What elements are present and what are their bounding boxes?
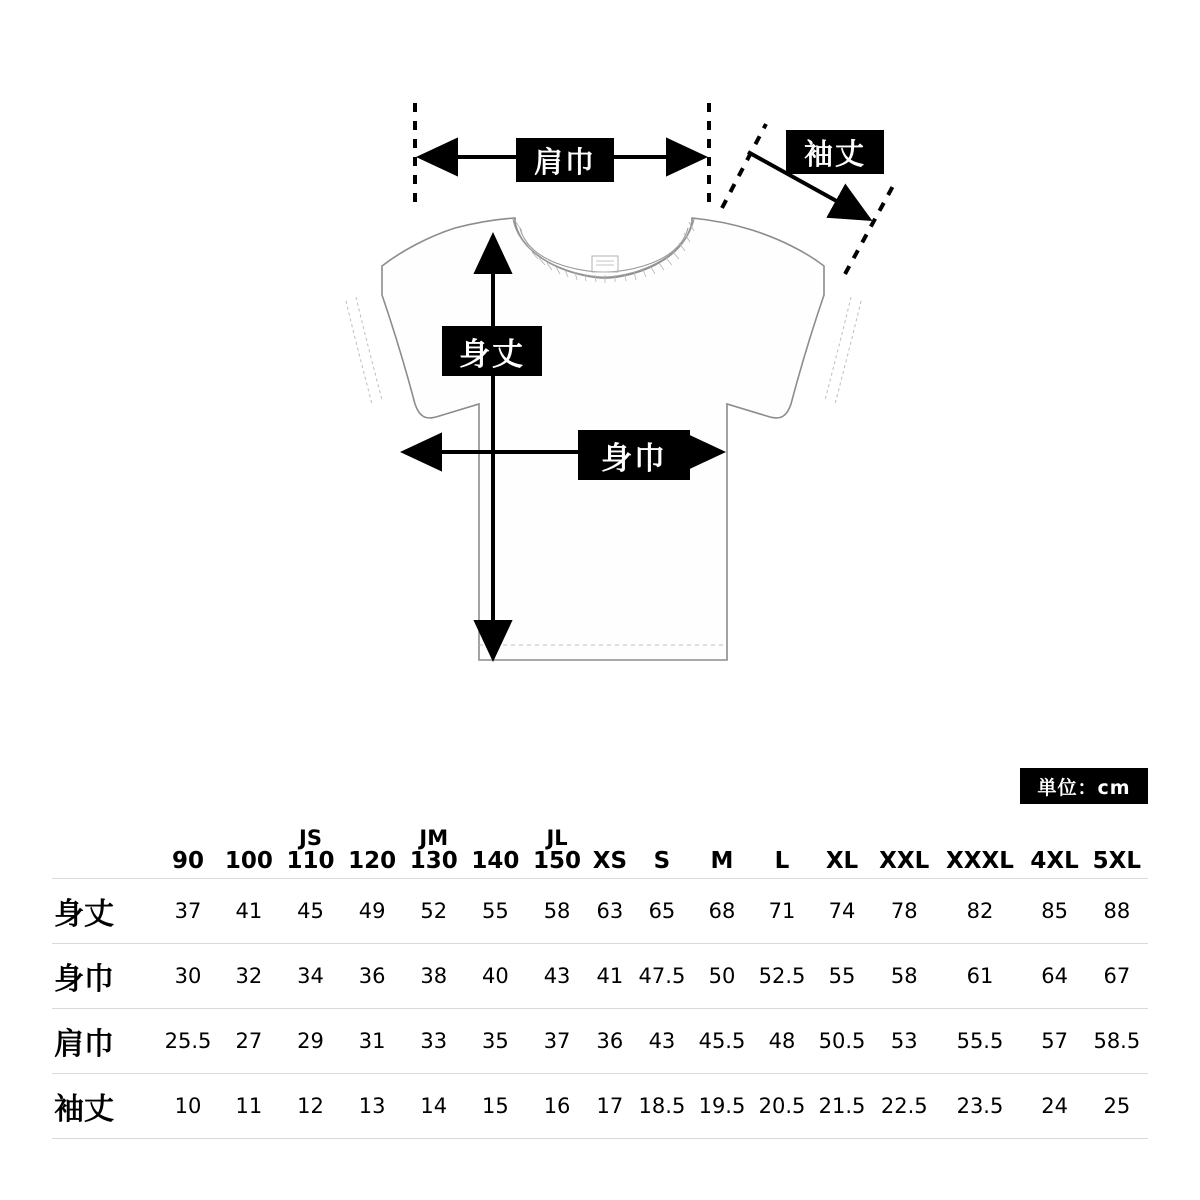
column-header-90: 90 — [172, 848, 205, 875]
cell-肩巾-5XL: 58.5 — [1093, 1029, 1141, 1053]
row-header-肩巾: 肩巾 — [54, 1027, 114, 1062]
cell-身巾-130: 38 — [420, 964, 448, 988]
unit-badge: 単位：cm — [1020, 768, 1148, 804]
cell-身巾-140: 40 — [482, 964, 509, 988]
table-row — [52, 1074, 1148, 1139]
cell-肩巾-XS: 36 — [596, 1029, 624, 1053]
cell-身巾-M: 50 — [708, 964, 736, 988]
cell-袖丈-90: 10 — [174, 1094, 202, 1118]
cell-肩巾-100: 27 — [235, 1029, 263, 1053]
cell-袖丈-140: 15 — [482, 1094, 509, 1118]
row-header-身丈: 身丈 — [54, 897, 114, 932]
cell-身丈-S: 65 — [648, 899, 676, 923]
cell-袖丈-120: 13 — [358, 1094, 386, 1118]
cell-袖丈-130: 14 — [420, 1094, 448, 1118]
column-header-S: S — [653, 848, 671, 875]
cell-身巾-5XL: 67 — [1103, 964, 1131, 988]
column-header-120: 120 — [348, 848, 397, 875]
cell-肩巾-110: 29 — [297, 1029, 324, 1053]
cell-身丈-XL: 74 — [828, 899, 856, 923]
column-group-label: JL — [546, 825, 568, 850]
column-header-M: M — [710, 848, 734, 875]
cell-身巾-90: 30 — [174, 964, 202, 988]
cell-袖丈-XXL: 22.5 — [880, 1094, 928, 1118]
cell-袖丈-M: 19.5 — [698, 1094, 746, 1118]
table-row — [52, 1009, 1148, 1074]
cell-身丈-100: 41 — [235, 899, 263, 923]
size-chart-body — [52, 879, 1148, 1139]
size-chart-header — [52, 812, 1148, 879]
row-header-袖丈: 袖丈 — [54, 1092, 114, 1127]
header-corner — [52, 812, 158, 879]
column-header-XXXL: XXXL — [946, 848, 1014, 875]
cell-袖丈-S: 18.5 — [638, 1094, 686, 1118]
cell-袖丈-XL: 21.5 — [818, 1094, 866, 1118]
cell-肩巾-M: 45.5 — [698, 1029, 746, 1053]
column-header-4XL: 4XL — [1030, 848, 1079, 875]
cell-身丈-XS: 63 — [596, 899, 624, 923]
cell-肩巾-120: 31 — [358, 1029, 386, 1053]
cell-身巾-XXL: 58 — [890, 964, 918, 988]
cell-肩巾-XXL: 53 — [890, 1029, 918, 1053]
column-group-label: JM — [419, 825, 449, 850]
column-header-XS: XS — [592, 848, 628, 875]
cell-肩巾-4XL: 57 — [1041, 1029, 1068, 1053]
size-chart-table — [52, 812, 1148, 1139]
label-sleeve-length: 袖丈 — [786, 130, 884, 174]
column-header-130: JM 130 — [403, 812, 465, 879]
cell-袖丈-XXXL: 23.5 — [956, 1094, 1004, 1118]
cell-袖丈-5XL: 25 — [1103, 1094, 1131, 1118]
label-shoulder-width: 肩巾 — [516, 138, 614, 182]
header-row — [52, 812, 1148, 879]
cell-身巾-100: 32 — [235, 964, 263, 988]
cell-身巾-120: 36 — [358, 964, 386, 988]
label-body-width: 身巾 — [578, 430, 690, 480]
cell-身丈-110: 45 — [297, 899, 324, 923]
cell-身巾-110: 34 — [297, 964, 324, 988]
cell-肩巾-XXXL: 55.5 — [956, 1029, 1004, 1053]
cell-身丈-120: 49 — [358, 899, 386, 923]
cell-肩巾-XL: 50.5 — [818, 1029, 866, 1053]
column-header-140: 140 — [471, 848, 520, 875]
cell-身丈-150: 58 — [543, 899, 571, 923]
cell-袖丈-XS: 17 — [596, 1094, 624, 1118]
cell-身丈-XXXL: 82 — [966, 899, 994, 923]
column-header-L: L — [774, 848, 790, 875]
column-group-label: JS — [299, 825, 322, 850]
cell-袖丈-100: 11 — [235, 1094, 263, 1118]
cell-肩巾-130: 33 — [420, 1029, 448, 1053]
cell-肩巾-L: 48 — [768, 1029, 796, 1053]
cell-身巾-S: 47.5 — [638, 964, 686, 988]
cell-袖丈-110: 12 — [297, 1094, 324, 1118]
cell-袖丈-4XL: 24 — [1041, 1094, 1068, 1118]
column-header-XL: XL — [825, 848, 859, 875]
cell-身丈-5XL: 88 — [1103, 899, 1131, 923]
cell-袖丈-L: 20.5 — [758, 1094, 806, 1118]
cell-肩巾-140: 35 — [482, 1029, 509, 1053]
column-header-110: JS 110 — [280, 812, 342, 879]
column-header-150: JL 150 — [526, 812, 588, 879]
cell-身丈-90: 37 — [174, 899, 202, 923]
table-row — [52, 944, 1148, 1009]
cell-身丈-130: 52 — [420, 899, 448, 923]
cell-身丈-L: 71 — [768, 899, 796, 923]
row-header-身巾: 身巾 — [54, 962, 114, 997]
column-header-100: 100 — [224, 848, 273, 875]
cell-肩巾-150: 37 — [543, 1029, 571, 1053]
cell-身巾-4XL: 64 — [1041, 964, 1068, 988]
cell-肩巾-90: 25.5 — [164, 1029, 212, 1053]
cell-肩巾-S: 43 — [648, 1029, 676, 1053]
column-header-5XL: 5XL — [1092, 848, 1142, 875]
cell-身丈-4XL: 85 — [1041, 899, 1068, 923]
table-row — [52, 879, 1148, 944]
cell-身巾-150: 43 — [543, 964, 571, 988]
cell-身巾-XL: 55 — [828, 964, 856, 988]
cell-袖丈-150: 16 — [543, 1094, 571, 1118]
cell-身巾-XXXL: 61 — [966, 964, 994, 988]
cell-身巾-L: 52.5 — [758, 964, 806, 988]
neck-label — [592, 256, 618, 272]
cell-身巾-XS: 41 — [596, 964, 624, 988]
cell-身丈-XXL: 78 — [890, 899, 918, 923]
column-header-XXL: XXL — [879, 848, 930, 875]
cell-身丈-M: 68 — [708, 899, 736, 923]
cell-身丈-140: 55 — [482, 899, 509, 923]
label-body-length: 身丈 — [442, 326, 542, 376]
